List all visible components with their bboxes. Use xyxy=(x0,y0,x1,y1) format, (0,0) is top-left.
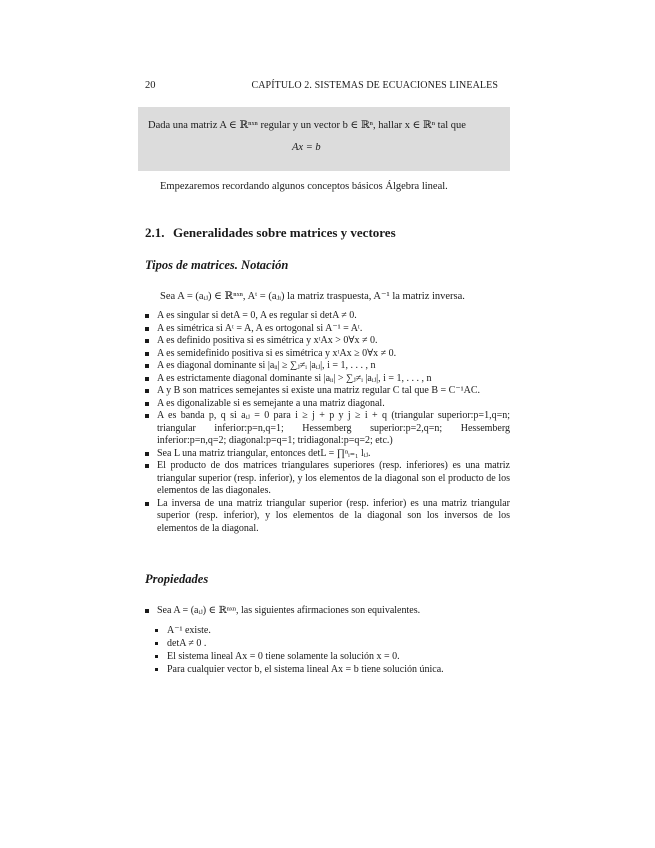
list-item: A es singular si detA = 0, A es regular si detA ≠ 0. xyxy=(145,310,510,323)
sub-list-item: A⁻¹ existe. xyxy=(155,624,505,637)
list-item: A y B son matrices semejantes si existe una matriz regular C tal que B = C⁻¹AC. xyxy=(145,385,510,398)
equivalences-list xyxy=(155,624,505,676)
sub-list-item: Para cualquier vector b, el sistema lineal Ax = b tiene solución única. xyxy=(155,663,505,676)
sub-list-item: El sistema lineal Ax = 0 tiene solamente la solución x = 0. xyxy=(155,650,505,663)
running-head: CAPÍTULO 2. SISTEMAS DE ECUACIONES LINEALES xyxy=(251,80,498,91)
list-item: A es semidefinido positiva si es simétrica y xᵗAx ≥ 0∀x ≠ 0. xyxy=(145,348,510,361)
notation-lead: Sea A = (aᵢⱼ) ∈ ℝⁿˣⁿ, Aᵗ = (aⱼᵢ) la matriz traspuesta, A⁻¹ la matriz inversa. xyxy=(160,291,465,302)
list-item: La inversa de una matriz triangular superior (resp. inferior) es una matriz triangular superior (resp. inferior), y los elementos de la diagonal son los inversos de los elementos de la diagonal. xyxy=(145,498,510,536)
list-item: A es banda p, q si aᵢⱼ = 0 para i ≥ j + p y j ≥ i + q (triangular superior:p=1,q=n; triangular inferior:p=n,q=1; Hessemberg superior:p=2,q=n; Hessemberg inferior:p=n,q=2; diagonal:p=q=1; tridiagonal:p=q=2; etc.) xyxy=(145,410,510,448)
page-number: 20 xyxy=(145,80,156,91)
list-item: El producto de dos matrices triangulares superiores (resp. inferiores) es una matriz triangular superior (resp. inferior), y los elementos de la diagonal son el producto de los elementos de las diagonales. xyxy=(145,460,510,498)
intro-paragraph: Empezaremos recordando algunos conceptos básicos Álgebra lineal. xyxy=(160,181,448,192)
properties-list xyxy=(145,605,510,618)
problem-statement: Dada una matriz A ∈ ℝⁿˣⁿ regular y un vector b ∈ ℝⁿ, hallar x ∈ ℝⁿ tal que xyxy=(148,120,466,131)
list-item: A es diagonal dominante si |aᵢᵢ| ≥ ∑ⱼ≠ᵢ |aᵢⱼ|, i = 1, . . . , n xyxy=(145,360,510,373)
subsection-heading-propiedades: Propiedades xyxy=(145,572,209,586)
sub-list-item: detA ≠ 0 . xyxy=(155,637,505,650)
section-number: 2.1. xyxy=(145,225,165,240)
list-item: Sea A = (aᵢⱼ) ∈ ℝⁿˣⁿ, las siguientes afirmaciones son equivalentes. xyxy=(145,605,510,618)
section-title: Generalidades sobre matrices y vectores xyxy=(173,225,396,240)
problem-equation: Ax = b xyxy=(292,142,321,153)
list-item: A es digonalizable si es semejante a una matriz diagonal. xyxy=(145,398,510,411)
list-item: A es definido positiva si es simétrica y xᵗAx > 0∀x ≠ 0. xyxy=(145,335,510,348)
list-item: A es simétrica si Aᵗ = A, A es ortogonal si A⁻¹ = Aᵗ. xyxy=(145,323,510,336)
list-item: Sea L una matriz triangular, entonces detL = ∏ⁿᵢ₌₁ lᵢⱼ. xyxy=(145,448,510,461)
subsection-heading-tipos: Tipos de matrices. Notación xyxy=(145,258,289,272)
list-item: A es estrictamente diagonal dominante si |aᵢᵢ| > ∑ⱼ≠ᵢ |aᵢⱼ|, i = 1, . . . , n xyxy=(145,373,510,386)
section-heading xyxy=(145,225,396,241)
matrix-types-list xyxy=(145,310,510,535)
problem-box xyxy=(138,107,510,171)
